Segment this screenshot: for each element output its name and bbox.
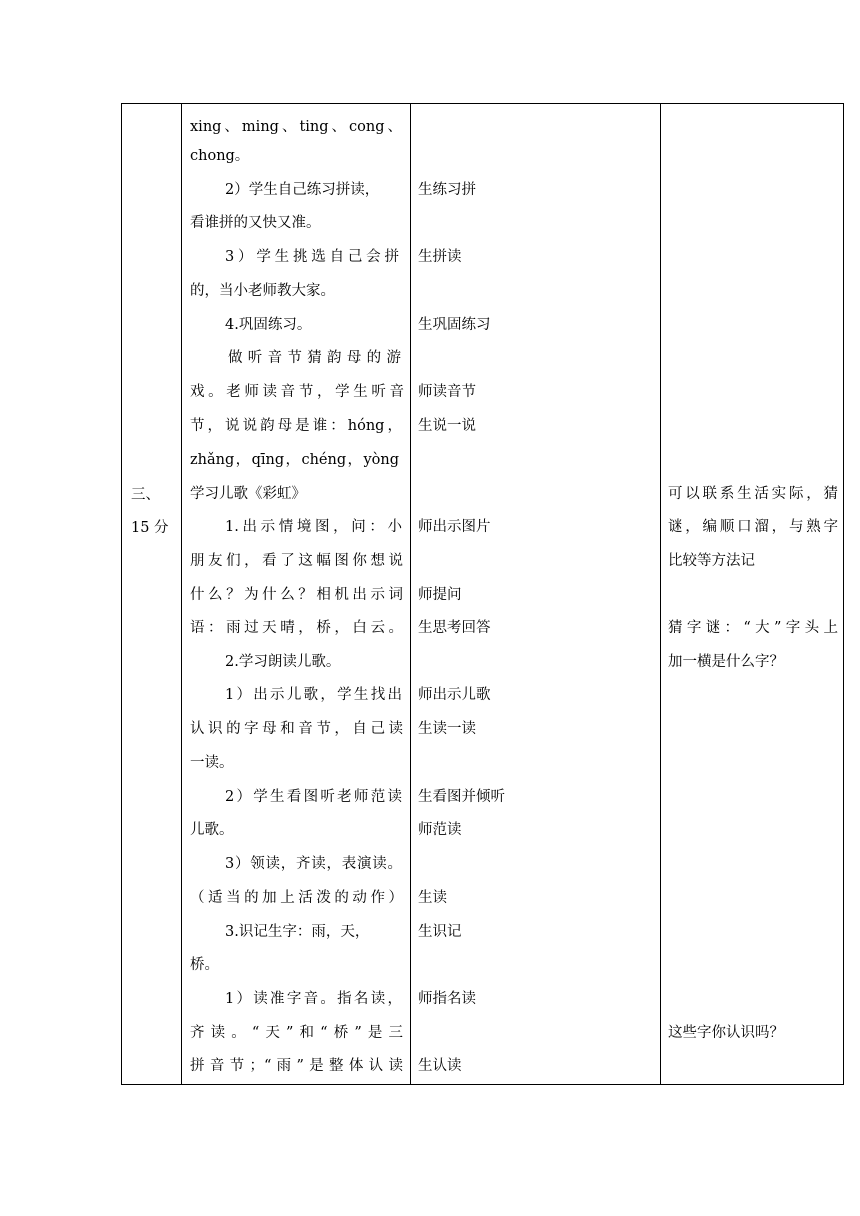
column-divider — [660, 104, 661, 1084]
content-line: 桥。 — [190, 957, 219, 973]
note-line: 加一横是什么字？ — [668, 654, 784, 670]
content-line: 学习儿歌《彩虹》 — [190, 486, 306, 502]
section-number: 三、 — [131, 487, 160, 503]
activity-line: 生看图并倾听 — [418, 789, 505, 805]
content-line: 2）学生看图听老师范读 — [225, 789, 402, 805]
activity-line: 师指名读 — [418, 991, 476, 1007]
content-line: 看谁拼的又快又准。 — [190, 215, 321, 231]
content-line: 戏。老师读音节，学生听音 — [190, 384, 404, 400]
content-line: （适当的加上活泼的动作） — [190, 890, 403, 906]
content-line: 2）学生自己练习拼读， — [225, 182, 380, 198]
content-line: 节，说说韵母是谁：hóng， — [190, 418, 402, 434]
content-line: xing、ming、ting、cong、 — [190, 119, 402, 135]
activity-line: 生练习拼 — [418, 182, 476, 198]
note-line: 比较等方法记 — [668, 553, 755, 569]
content-line: 语：雨过天晴，桥，白云。 — [190, 620, 403, 636]
content-line: 的，当小老师教大家。 — [190, 283, 335, 299]
activity-line: 师读音节 — [418, 384, 476, 400]
activity-line: 生思考回答 — [418, 620, 491, 636]
content-line: 儿歌。 — [190, 822, 234, 838]
column-divider — [181, 104, 182, 1084]
activity-line: 生说一说 — [418, 418, 476, 434]
activity-line: 生拼读 — [418, 249, 462, 265]
note-line: 可以联系生活实际，猜 — [668, 486, 838, 502]
content-line: 3.识记生字：雨，天， — [225, 924, 370, 940]
content-line: 朋友们，看了这幅图你想说 — [190, 553, 403, 569]
activity-line: 生巩固练习 — [418, 317, 491, 333]
content-line: 1）出示儿歌，学生找出 — [225, 687, 402, 703]
activity-line: 生认读 — [418, 1058, 462, 1074]
content-line: 做听音节猜韵母的游 — [228, 350, 401, 366]
content-line: 4.巩固练习。 — [225, 317, 312, 333]
content-line: 一读。 — [190, 755, 234, 771]
content-line: zhǎng，qīng，chéng，yòng — [190, 452, 399, 468]
content-line: 拼音节；“雨”是整体认读 — [190, 1058, 403, 1074]
column-divider — [410, 104, 411, 1084]
activity-line: 生识记 — [418, 924, 462, 940]
section-duration: 15 分 — [131, 520, 169, 536]
content-line: 3）学生挑选自己会拼 — [225, 249, 399, 265]
content-line: 齐读。“天”和“桥”是三 — [190, 1025, 403, 1041]
activity-line: 师出示图片 — [418, 519, 491, 535]
activity-line: 师提问 — [418, 587, 462, 603]
activity-line: 生读 — [418, 890, 447, 906]
content-line: 3）领读，齐读，表演读。 — [225, 856, 402, 872]
activity-line: 师出示儿歌 — [418, 687, 491, 703]
content-line: 什么？为什么？相机出示词 — [190, 587, 403, 603]
content-line: 认识的字母和音节，自己读 — [190, 721, 403, 737]
activity-line: 生读一读 — [418, 721, 476, 737]
content-line: 1）读准字音。指名读， — [225, 991, 402, 1007]
content-line: chong。 — [190, 148, 250, 164]
note-line: 猜字谜：“大”字头上 — [668, 620, 838, 636]
activity-line: 师范读 — [418, 822, 462, 838]
content-line: 1.出示情境图，问：小 — [225, 519, 402, 535]
content-line: 2.学习朗读儿歌。 — [225, 654, 341, 670]
note-line: 这些字你认识吗？ — [668, 1025, 784, 1041]
note-line: 谜，编顺口溜，与熟字 — [668, 519, 838, 535]
